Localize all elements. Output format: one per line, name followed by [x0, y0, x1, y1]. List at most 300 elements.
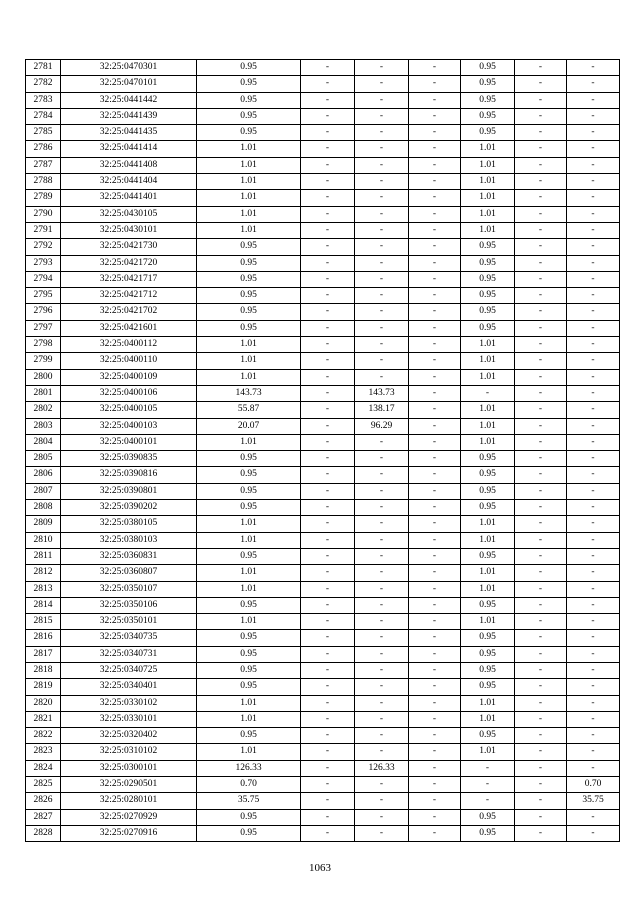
cadastral-number-cell: 32:25:0320402 [61, 728, 197, 744]
cadastral-number-cell: 32:25:0400109 [61, 369, 197, 385]
col-8-cell: - [515, 695, 567, 711]
col-6-cell: - [409, 157, 461, 173]
col-5-cell: 138.17 [355, 402, 409, 418]
col-7-cell: 0.95 [461, 597, 515, 613]
col-6-cell: - [409, 809, 461, 825]
table-row [26, 516, 620, 532]
col-5-cell: - [355, 516, 409, 532]
table-row [26, 646, 620, 662]
col-7-cell: 1.01 [461, 565, 515, 581]
col-8-cell: - [515, 125, 567, 141]
col-6-cell: - [409, 581, 461, 597]
cadastral-number-cell: 32:25:0400106 [61, 385, 197, 401]
total-area-cell: 0.95 [197, 646, 301, 662]
col-7-cell: 1.01 [461, 190, 515, 206]
cadastral-number-cell: 32:25:0300101 [61, 760, 197, 776]
col-6-cell: - [409, 206, 461, 222]
total-area-cell: 0.95 [197, 728, 301, 744]
table-row [26, 402, 620, 418]
row-number-cell: 2795 [26, 288, 61, 304]
col-9-cell: - [567, 222, 620, 238]
table-row [26, 174, 620, 190]
col-9-cell: - [567, 385, 620, 401]
col-4-cell: - [301, 418, 355, 434]
col-9-cell: - [567, 108, 620, 124]
table-row [26, 760, 620, 776]
total-area-cell: 0.95 [197, 271, 301, 287]
col-8-cell: - [515, 451, 567, 467]
cadastral-number-cell: 32:25:0350107 [61, 581, 197, 597]
col-7-cell: 0.95 [461, 646, 515, 662]
total-area-cell: 1.01 [197, 581, 301, 597]
col-9-cell: - [567, 565, 620, 581]
col-6-cell: - [409, 695, 461, 711]
total-area-cell: 0.95 [197, 483, 301, 499]
col-5-cell: - [355, 467, 409, 483]
cadastral-number-cell: 32:25:0340735 [61, 630, 197, 646]
cadastral-number-cell: 32:25:0290501 [61, 777, 197, 793]
col-9-cell: - [567, 630, 620, 646]
cadastral-number-cell: 32:25:0400112 [61, 337, 197, 353]
col-6-cell: - [409, 630, 461, 646]
table-row [26, 239, 620, 255]
col-5-cell: - [355, 451, 409, 467]
col-6-cell: - [409, 662, 461, 678]
col-5-cell: - [355, 337, 409, 353]
col-5-cell: - [355, 60, 409, 76]
col-9-cell: - [567, 728, 620, 744]
cadastral-number-cell: 32:25:0441401 [61, 190, 197, 206]
row-number-cell: 2823 [26, 744, 61, 760]
col-4-cell: - [301, 777, 355, 793]
total-area-cell: 0.95 [197, 76, 301, 92]
table-row [26, 565, 620, 581]
row-number-cell: 2800 [26, 369, 61, 385]
total-area-cell: 1.01 [197, 695, 301, 711]
col-6-cell: - [409, 288, 461, 304]
col-5-cell: - [355, 353, 409, 369]
table-row [26, 320, 620, 336]
cadastral-number-cell: 32:25:0421712 [61, 288, 197, 304]
col-7-cell: 0.95 [461, 60, 515, 76]
col-4-cell: - [301, 337, 355, 353]
col-6-cell: - [409, 320, 461, 336]
total-area-cell: 55.87 [197, 402, 301, 418]
total-area-cell: 1.01 [197, 206, 301, 222]
col-7-cell: 0.95 [461, 548, 515, 564]
col-6-cell: - [409, 728, 461, 744]
col-8-cell: - [515, 174, 567, 190]
table-row [26, 92, 620, 108]
col-8-cell: - [515, 222, 567, 238]
row-number-cell: 2791 [26, 222, 61, 238]
table-row [26, 825, 620, 841]
total-area-cell: 35.75 [197, 793, 301, 809]
col-6-cell: - [409, 646, 461, 662]
col-6-cell: - [409, 174, 461, 190]
col-8-cell: - [515, 353, 567, 369]
col-5-cell: - [355, 793, 409, 809]
row-number-cell: 2824 [26, 760, 61, 776]
cadastral-number-cell: 32:25:0430101 [61, 222, 197, 238]
col-7-cell: 1.01 [461, 206, 515, 222]
col-6-cell: - [409, 483, 461, 499]
total-area-cell: 0.95 [197, 548, 301, 564]
row-number-cell: 2794 [26, 271, 61, 287]
col-4-cell: - [301, 157, 355, 173]
col-5-cell: - [355, 92, 409, 108]
col-9-cell: - [567, 239, 620, 255]
cadastral-number-cell: 32:25:0330102 [61, 695, 197, 711]
cadastral-number-cell: 32:25:0400110 [61, 353, 197, 369]
row-number-cell: 2784 [26, 108, 61, 124]
row-number-cell: 2781 [26, 60, 61, 76]
col-4-cell: - [301, 320, 355, 336]
table-row [26, 662, 620, 678]
col-5-cell: - [355, 565, 409, 581]
col-4-cell: - [301, 695, 355, 711]
row-number-cell: 2812 [26, 565, 61, 581]
col-8-cell: - [515, 630, 567, 646]
cadastral-number-cell: 32:25:0390835 [61, 451, 197, 467]
total-area-cell: 1.01 [197, 744, 301, 760]
col-9-cell: - [567, 418, 620, 434]
land-parcel-table [25, 59, 620, 842]
col-9-cell: - [567, 825, 620, 841]
row-number-cell: 2801 [26, 385, 61, 401]
row-number-cell: 2825 [26, 777, 61, 793]
col-7-cell: 1.01 [461, 353, 515, 369]
col-8-cell: - [515, 614, 567, 630]
table-row [26, 679, 620, 695]
col-8-cell: - [515, 239, 567, 255]
col-8-cell: - [515, 402, 567, 418]
col-8-cell: - [515, 467, 567, 483]
table-row [26, 744, 620, 760]
total-area-cell: 0.70 [197, 777, 301, 793]
total-area-cell: 1.01 [197, 614, 301, 630]
col-8-cell: - [515, 760, 567, 776]
col-7-cell: 0.95 [461, 304, 515, 320]
col-9-cell: - [567, 174, 620, 190]
col-7-cell: 0.95 [461, 255, 515, 271]
col-7-cell: 1.01 [461, 174, 515, 190]
col-8-cell: - [515, 418, 567, 434]
col-6-cell: - [409, 532, 461, 548]
col-7-cell: 0.95 [461, 467, 515, 483]
cadastral-number-cell: 32:25:0441404 [61, 174, 197, 190]
row-number-cell: 2796 [26, 304, 61, 320]
col-5-cell: - [355, 76, 409, 92]
col-8-cell: - [515, 141, 567, 157]
row-number-cell: 2793 [26, 255, 61, 271]
table-row [26, 337, 620, 353]
cadastral-number-cell: 32:25:0400103 [61, 418, 197, 434]
col-5-cell: - [355, 532, 409, 548]
total-area-cell: 0.95 [197, 239, 301, 255]
col-6-cell: - [409, 548, 461, 564]
cadastral-number-cell: 32:25:0380103 [61, 532, 197, 548]
col-4-cell: - [301, 500, 355, 516]
cadastral-number-cell: 32:25:0350106 [61, 597, 197, 613]
table-row [26, 418, 620, 434]
col-8-cell: - [515, 385, 567, 401]
col-9-cell: - [567, 157, 620, 173]
col-5-cell: 96.29 [355, 418, 409, 434]
col-7-cell: 1.01 [461, 141, 515, 157]
cadastral-number-cell: 32:25:0441442 [61, 92, 197, 108]
col-6-cell: - [409, 337, 461, 353]
table-row [26, 190, 620, 206]
col-7-cell: 1.01 [461, 744, 515, 760]
col-8-cell: - [515, 271, 567, 287]
table-row [26, 60, 620, 76]
cadastral-number-cell: 32:25:0280101 [61, 793, 197, 809]
col-7-cell: 0.95 [461, 125, 515, 141]
col-6-cell: - [409, 597, 461, 613]
cadastral-number-cell: 32:25:0270929 [61, 809, 197, 825]
cadastral-number-cell: 32:25:0421717 [61, 271, 197, 287]
col-6-cell: - [409, 711, 461, 727]
col-4-cell: - [301, 679, 355, 695]
col-7-cell: 0.95 [461, 76, 515, 92]
table-row [26, 695, 620, 711]
table-row [26, 777, 620, 793]
col-4-cell: - [301, 825, 355, 841]
table-row [26, 467, 620, 483]
total-area-cell: 0.95 [197, 630, 301, 646]
col-6-cell: - [409, 92, 461, 108]
cadastral-number-cell: 32:25:0400105 [61, 402, 197, 418]
col-6-cell: - [409, 516, 461, 532]
col-8-cell: - [515, 255, 567, 271]
col-8-cell: - [515, 288, 567, 304]
col-4-cell: - [301, 239, 355, 255]
col-6-cell: - [409, 255, 461, 271]
col-4-cell: - [301, 711, 355, 727]
row-number-cell: 2817 [26, 646, 61, 662]
page-number: 1063 [309, 862, 331, 874]
col-9-cell: - [567, 809, 620, 825]
cadastral-number-cell: 32:25:0390816 [61, 467, 197, 483]
col-9-cell: - [567, 271, 620, 287]
col-5-cell: - [355, 320, 409, 336]
row-number-cell: 2813 [26, 581, 61, 597]
total-area-cell: 0.95 [197, 92, 301, 108]
col-4-cell: - [301, 434, 355, 450]
row-number-cell: 2783 [26, 92, 61, 108]
col-8-cell: - [515, 565, 567, 581]
col-9-cell: - [567, 434, 620, 450]
col-4-cell: - [301, 614, 355, 630]
col-5-cell: - [355, 825, 409, 841]
col-8-cell: - [515, 744, 567, 760]
col-9-cell: - [567, 60, 620, 76]
col-8-cell: - [515, 304, 567, 320]
row-number-cell: 2785 [26, 125, 61, 141]
col-4-cell: - [301, 630, 355, 646]
total-area-cell: 143.73 [197, 385, 301, 401]
col-4-cell: - [301, 532, 355, 548]
row-number-cell: 2809 [26, 516, 61, 532]
col-4-cell: - [301, 190, 355, 206]
col-7-cell: 1.01 [461, 337, 515, 353]
table-row [26, 793, 620, 809]
cadastral-number-cell: 32:25:0340731 [61, 646, 197, 662]
col-7-cell: 0.95 [461, 679, 515, 695]
row-number-cell: 2814 [26, 597, 61, 613]
col-5-cell: - [355, 597, 409, 613]
col-6-cell: - [409, 76, 461, 92]
total-area-cell: 0.95 [197, 288, 301, 304]
row-number-cell: 2818 [26, 662, 61, 678]
col-7-cell: - [461, 777, 515, 793]
col-5-cell: - [355, 206, 409, 222]
row-number-cell: 2815 [26, 614, 61, 630]
row-number-cell: 2816 [26, 630, 61, 646]
col-7-cell: 1.01 [461, 516, 515, 532]
total-area-cell: 1.01 [197, 337, 301, 353]
cadastral-number-cell: 32:25:0380105 [61, 516, 197, 532]
col-8-cell: - [515, 76, 567, 92]
col-5-cell: - [355, 483, 409, 499]
total-area-cell: 1.01 [197, 141, 301, 157]
row-number-cell: 2798 [26, 337, 61, 353]
cadastral-number-cell: 32:25:0330101 [61, 711, 197, 727]
col-8-cell: - [515, 597, 567, 613]
col-5-cell: 126.33 [355, 760, 409, 776]
col-6-cell: - [409, 239, 461, 255]
total-area-cell: 1.01 [197, 190, 301, 206]
col-5-cell: - [355, 369, 409, 385]
total-area-cell: 1.01 [197, 369, 301, 385]
col-7-cell: 0.95 [461, 809, 515, 825]
col-8-cell: - [515, 646, 567, 662]
col-5-cell: - [355, 548, 409, 564]
total-area-cell: 1.01 [197, 174, 301, 190]
col-4-cell: - [301, 728, 355, 744]
table-row [26, 157, 620, 173]
col-8-cell: - [515, 320, 567, 336]
col-8-cell: - [515, 500, 567, 516]
total-area-cell: 1.01 [197, 434, 301, 450]
col-7-cell: 0.95 [461, 630, 515, 646]
col-8-cell: - [515, 548, 567, 564]
col-5-cell: - [355, 222, 409, 238]
col-4-cell: - [301, 353, 355, 369]
col-4-cell: - [301, 288, 355, 304]
total-area-cell: 1.01 [197, 157, 301, 173]
col-6-cell: - [409, 614, 461, 630]
col-7-cell: 1.01 [461, 402, 515, 418]
col-7-cell: 1.01 [461, 711, 515, 727]
row-number-cell: 2804 [26, 434, 61, 450]
col-8-cell: - [515, 108, 567, 124]
col-8-cell: - [515, 581, 567, 597]
col-9-cell: - [567, 255, 620, 271]
row-number-cell: 2782 [26, 76, 61, 92]
total-area-cell: 0.95 [197, 451, 301, 467]
total-area-cell: 0.95 [197, 500, 301, 516]
col-4-cell: - [301, 369, 355, 385]
col-4-cell: - [301, 646, 355, 662]
table-row [26, 483, 620, 499]
table-row [26, 500, 620, 516]
col-5-cell: - [355, 646, 409, 662]
col-4-cell: - [301, 206, 355, 222]
table-row [26, 288, 620, 304]
table-body [26, 60, 620, 842]
total-area-cell: 1.01 [197, 222, 301, 238]
col-9-cell: - [567, 141, 620, 157]
col-8-cell: - [515, 157, 567, 173]
col-5-cell: - [355, 141, 409, 157]
cadastral-number-cell: 32:25:0360807 [61, 565, 197, 581]
col-4-cell: - [301, 76, 355, 92]
total-area-cell: 0.95 [197, 255, 301, 271]
table-row [26, 353, 620, 369]
cadastral-number-cell: 32:25:0441414 [61, 141, 197, 157]
col-9-cell: - [567, 353, 620, 369]
col-9-cell: - [567, 614, 620, 630]
col-5-cell: - [355, 434, 409, 450]
col-7-cell: - [461, 760, 515, 776]
col-7-cell: 1.01 [461, 157, 515, 173]
col-4-cell: - [301, 581, 355, 597]
total-area-cell: 0.95 [197, 825, 301, 841]
col-4-cell: - [301, 60, 355, 76]
cadastral-number-cell: 32:25:0340725 [61, 662, 197, 678]
total-area-cell: 1.01 [197, 532, 301, 548]
cadastral-number-cell: 32:25:0270916 [61, 825, 197, 841]
col-7-cell: 0.95 [461, 662, 515, 678]
total-area-cell: 0.95 [197, 304, 301, 320]
col-9-cell: - [567, 597, 620, 613]
cadastral-number-cell: 32:25:0421730 [61, 239, 197, 255]
col-4-cell: - [301, 108, 355, 124]
table-row [26, 451, 620, 467]
col-7-cell: 1.01 [461, 532, 515, 548]
total-area-cell: 1.01 [197, 353, 301, 369]
table-row [26, 614, 620, 630]
col-6-cell: - [409, 565, 461, 581]
cadastral-number-cell: 32:25:0340401 [61, 679, 197, 695]
col-4-cell: - [301, 304, 355, 320]
col-7-cell: 0.95 [461, 451, 515, 467]
col-4-cell: - [301, 451, 355, 467]
cadastral-number-cell: 32:25:0441435 [61, 125, 197, 141]
col-5-cell: - [355, 711, 409, 727]
col-8-cell: - [515, 92, 567, 108]
col-4-cell: - [301, 744, 355, 760]
total-area-cell: 0.95 [197, 597, 301, 613]
table-row [26, 369, 620, 385]
col-6-cell: - [409, 500, 461, 516]
col-6-cell: - [409, 777, 461, 793]
col-7-cell: 0.95 [461, 92, 515, 108]
col-9-cell: - [567, 646, 620, 662]
col-7-cell: 1.01 [461, 434, 515, 450]
col-9-cell: - [567, 483, 620, 499]
row-number-cell: 2792 [26, 239, 61, 255]
col-4-cell: - [301, 483, 355, 499]
col-9-cell: - [567, 679, 620, 695]
cadastral-number-cell: 32:25:0421720 [61, 255, 197, 271]
col-6-cell: - [409, 125, 461, 141]
col-8-cell: - [515, 190, 567, 206]
col-7-cell: 1.01 [461, 614, 515, 630]
col-8-cell: - [515, 337, 567, 353]
